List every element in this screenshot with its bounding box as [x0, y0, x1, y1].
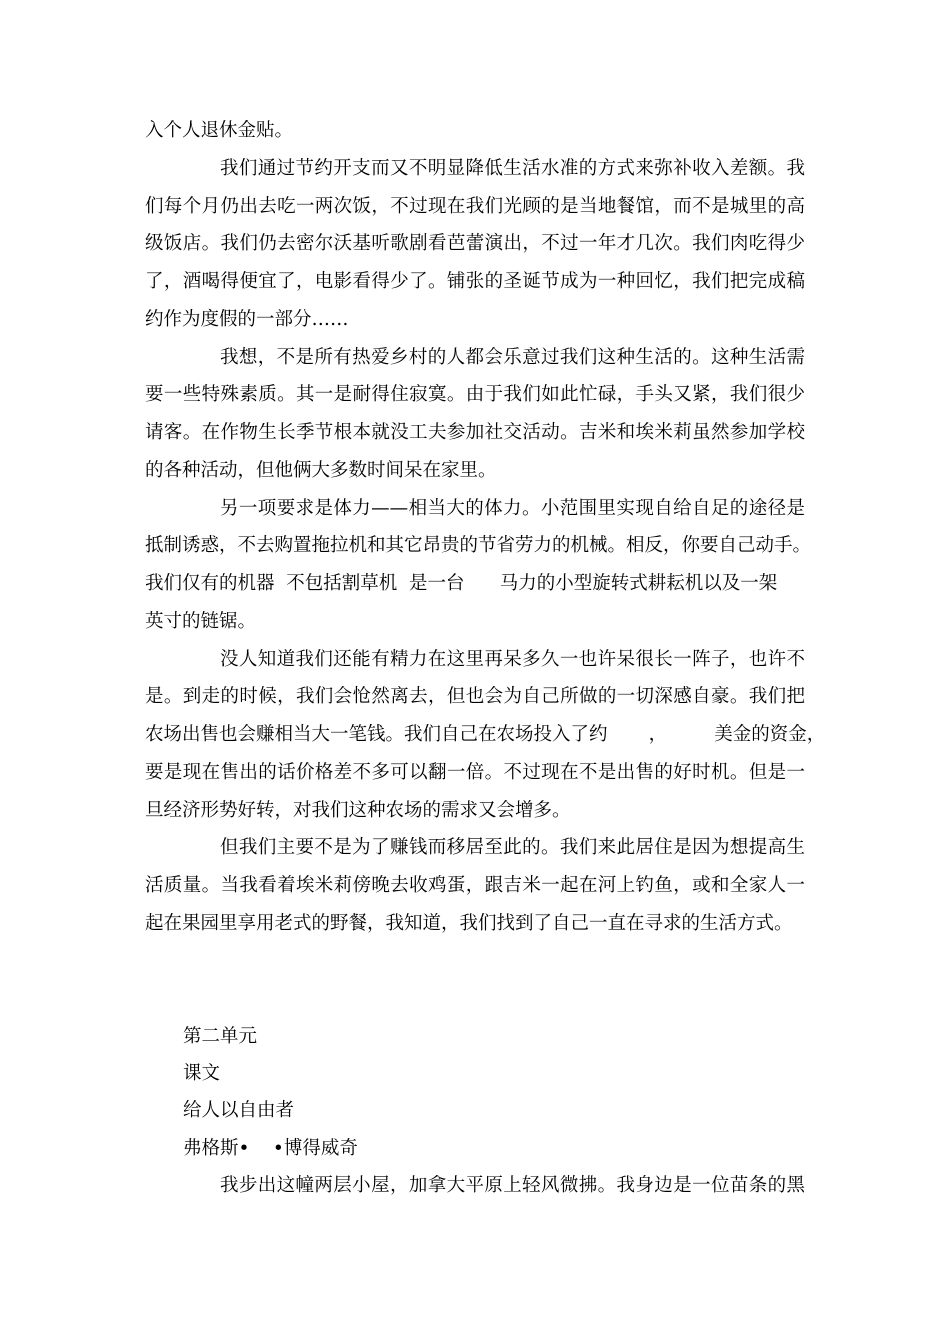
text-line: 旦经济形势好转，对我们这种农场的需求又会增多。	[145, 800, 571, 821]
text-line: 我想，不是所有热爱乡村的人都会乐意过我们这种生活的。这种生活需	[220, 347, 805, 368]
text-line: 约作为度假的一部分……	[145, 309, 349, 330]
section-label: 课文	[183, 1063, 221, 1084]
text-line: 英寸的链锯。	[145, 611, 257, 632]
text-line: 农场出售也会赚相当大一笔钱。我们自己在农场投入了约 ， 美金的资金，	[145, 724, 826, 745]
text-line: 但我们主要不是为了赚钱而移居至此的。我们来此居住是因为想提高生	[220, 837, 805, 858]
text-line: 了，酒喝得便宜了，电影看得少了。铺张的圣诞节成为一种回忆，我们把完成稿	[145, 271, 805, 292]
unit-heading: 第二单元	[183, 1026, 258, 1047]
text-line: 要是现在售出的话价格差不多可以翻一倍。不过现在不是出售的好时机。但是一	[145, 762, 805, 783]
text-line: 我们仅有的机器 不包括割草机 是一台 马力的小型旋转式耕耘机以及一架	[145, 573, 778, 594]
text-line: 是。到走的时候，我们会怆然离去，但也会为自己所做的一切深感自豪。我们把	[145, 686, 805, 707]
text-line: 入个人退休金贴。	[145, 120, 294, 141]
lesson-title: 给人以自由者	[183, 1100, 295, 1121]
text-line: 没人知道我们还能有精力在这里再呆多久一也许呆很长一阵子，也许不	[220, 649, 805, 670]
text-line: 的各种活动，但他俩大多数时间呆在家里。	[145, 460, 497, 481]
author-name: 弗格斯• •博得威奇	[183, 1138, 358, 1159]
text-line: 要一些特殊素质。其一是耐得住寂寞。由于我们如此忙碌，手头又紧，我们很少	[145, 384, 805, 405]
text-line: 起在果园里享用老式的野餐，我知道，我们找到了自己一直在寻求的生活方式。	[145, 913, 793, 934]
text-line: 请客。在作物生长季节根本就没工夫参加社交活动。吉米和埃米莉虽然参加学校	[145, 422, 805, 443]
text-line: 活质量。当我看着埃米莉傍晚去收鸡蛋，跟吉米一起在河上钓鱼，或和全家人一	[145, 875, 805, 896]
text-line: 级饭店。我们仍去密尔沃基听歌剧看芭蕾演出，不过一年才几次。我们肉吃得少	[145, 233, 805, 254]
text-line: 们每个月仍出去吃一两次饭，不过现在我们光顾的是当地餐馆，而不是城里的高	[145, 196, 805, 217]
text-line: 我步出这幢两层小屋，加拿大平原上轻风微拂。我身边是一位苗条的黑	[220, 1175, 805, 1196]
text-line: 抵制诱惑，不去购置拖拉机和其它昂贵的节省劳力的机械。相反，你要自己动手。	[145, 535, 812, 556]
text-line: 我们通过节约开支而又不明显降低生活水准的方式来弥补收入差额。我	[220, 158, 805, 179]
text-line: 另一项要求是体力——相当大的体力。小范围里实现自给自足的途径是	[220, 498, 805, 519]
